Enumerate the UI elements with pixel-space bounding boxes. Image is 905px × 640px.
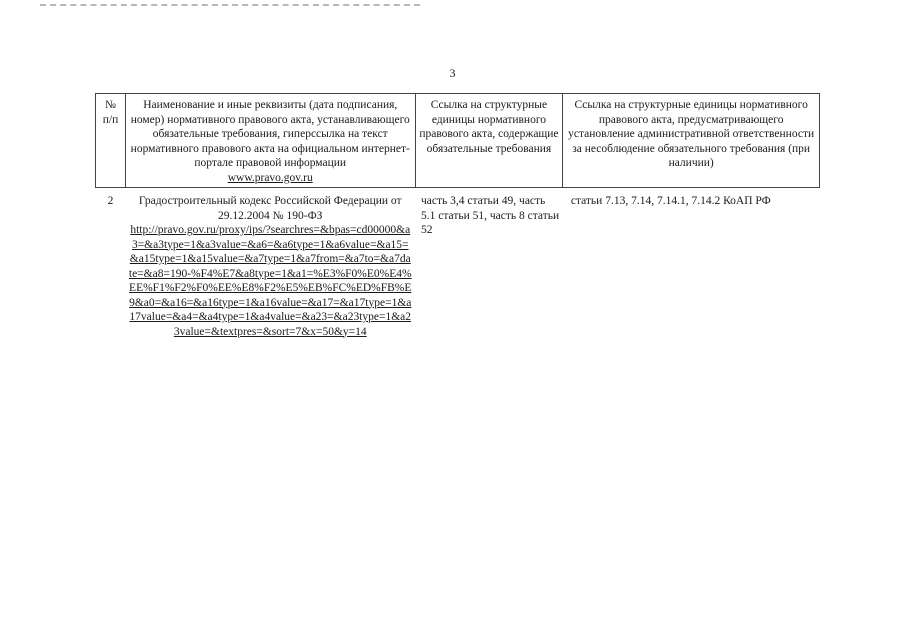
header-number (96, 94, 126, 188)
page-number: 3 (449, 66, 456, 80)
table-row (96, 188, 820, 342)
requirements-table (95, 93, 820, 341)
header-portal-link[interactable]: www.pravo.gov.ru (227, 171, 313, 184)
row-structural-units: часть 3,4 статьи 49, часть 5.1 статьи 51, часть 8 статьи 52 (421, 195, 560, 236)
header-liability-units-label: Ссылка на структурные единицы нормативного правового акта, предусматривающего установление административной ответственности за несоблюдение обязательного требования (при наличии) (568, 99, 815, 169)
header-structural-units-label: Ссылка на структурные единицы нормативного правового акта, содержащие обязательные требования (419, 99, 559, 155)
row-act (125, 188, 415, 342)
table-header-row (96, 94, 820, 188)
row-act-hyperlink[interactable]: http://pravo.gov.ru/proxy/ips/?searchres=&bpas=cd00000&a3=&a3type=1&a3value=&a6=&a6type=1&a6value=&a15=&a15type=1&a15value=&a7type=1&a7from=&a7to=&a7date=&a8=190-%F4%E7&a8type=1&a1=%E3%F0%E0%E4%EE%F1%F2%F0%EE%E8%F2%E5%EB%FC%ED%FB%E9&a0=&a16=&a16type=1&a16value=&a17=&a17type=1&a17value=&a4=&a4type=1&a4value=&a23=&a23type=1&a23value=&textpres=&sort=7&x=50&y=14 (128, 224, 412, 338)
row-liability-units: статьи 7.13, 7.14, 7.14.1, 7.14.2 КоАП РФ (570, 195, 771, 207)
header-act-name (125, 94, 415, 188)
header-number-label: № п/п (102, 99, 119, 126)
header-act-name-label: Наименование и иные реквизиты (дата подписания, номер) нормативного правового акта, устанавливающего обязательные требования, гиперссылка на текст нормативного правового акта на официальном интернет-портале правовой информации (130, 99, 410, 169)
top-decorative-rule (40, 4, 420, 8)
row-number: 2 (107, 195, 114, 207)
header-structural-units (415, 94, 563, 188)
header-liability-units (563, 94, 820, 188)
row-act-name: Градостроительный кодекс Российской Федерации от 29.12.2004 № 190-ФЗ (138, 195, 402, 222)
